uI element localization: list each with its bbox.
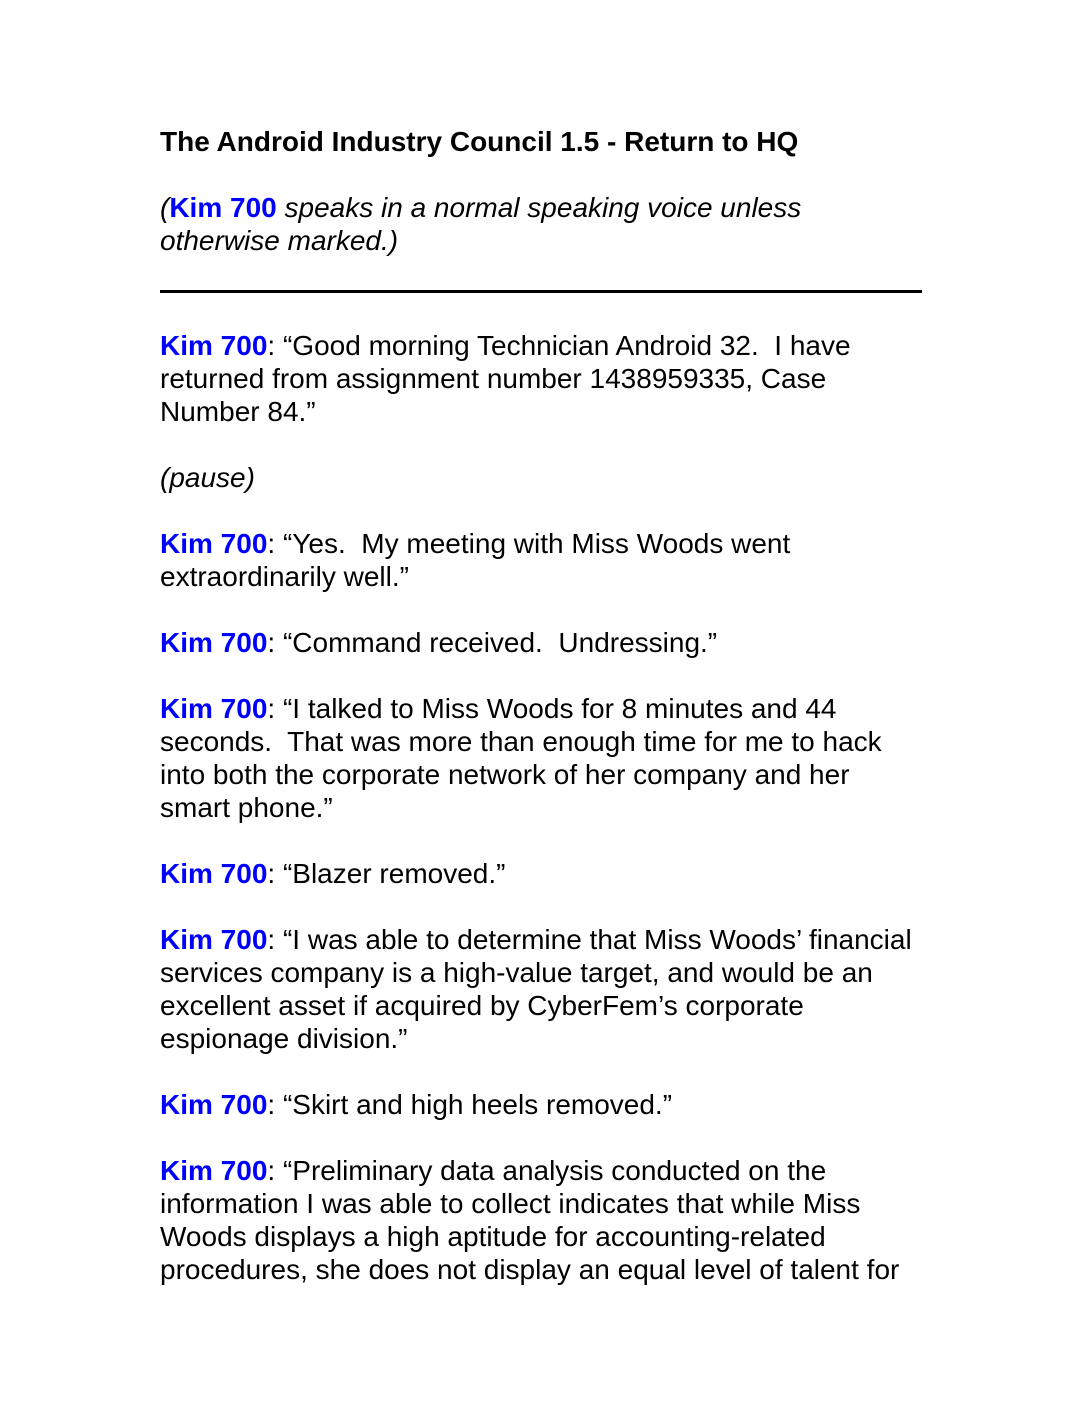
intro-note	[160, 191, 922, 257]
stage-direction	[160, 461, 922, 494]
speaker-label: Kim 700	[160, 858, 268, 889]
dialogue-line	[160, 329, 922, 428]
speaker-label: Kim 700	[160, 330, 268, 361]
dialogue-text: : “Blazer removed.”	[267, 858, 506, 889]
dialogue-line	[160, 1088, 922, 1121]
speaker-label: Kim 700	[160, 627, 268, 658]
dialogue-text: : “Good morning Technician Android 32. I have returned from assignment number 1438959335, Case Number 84.”	[160, 330, 859, 427]
speaker-label: Kim 700	[160, 528, 268, 559]
speaker-label: Kim 700	[160, 1155, 268, 1186]
paragraphs	[160, 329, 922, 1286]
intro-open-paren: (	[160, 192, 170, 223]
dialogue-text: : “Yes. My meeting with Miss Woods went extraordinarily well.”	[160, 528, 799, 592]
speaker-label: Kim 700	[160, 1089, 268, 1120]
speaker-label: Kim 700	[169, 192, 277, 223]
dialogue-text: : “Skirt and high heels removed.”	[267, 1089, 673, 1120]
dialogue-text: : “I talked to Miss Woods for 8 minutes and 44 seconds. That was more than enough time for me to hack into both the corporate network of her company and her smart phone.”	[160, 693, 890, 823]
horizontal-rule	[160, 290, 922, 293]
document-title: The Android Industry Council 1.5 - Return to HQ	[160, 126, 799, 157]
dialogue-text: : “Command received. Undressing.”	[267, 627, 718, 658]
stage-direction-text: (pause)	[160, 462, 255, 493]
dialogue-line	[160, 692, 922, 824]
dialogue-text: : “Preliminary data analysis conducted on the information I was able to collect indicates that while Miss Woods displays a high aptitude for accounting-related procedures, she does not display an equal level of talent for	[160, 1155, 900, 1285]
document-content	[160, 125, 922, 1286]
dialogue-line	[160, 923, 922, 1055]
speaker-label: Kim 700	[160, 693, 268, 724]
dialogue-text: : “I was able to determine that Miss Woods’ financial services company is a high-value target, and would be an excellent asset if acquired by CyberFem’s corporate espionage division.”	[160, 924, 920, 1054]
dialogue-line	[160, 857, 922, 890]
dialogue-line	[160, 527, 922, 593]
speaker-label: Kim 700	[160, 924, 268, 955]
dialogue-line	[160, 626, 922, 659]
dialogue-line	[160, 1154, 922, 1286]
intro-note-text: speaks in a normal speaking voice unless otherwise marked.)	[160, 192, 810, 256]
